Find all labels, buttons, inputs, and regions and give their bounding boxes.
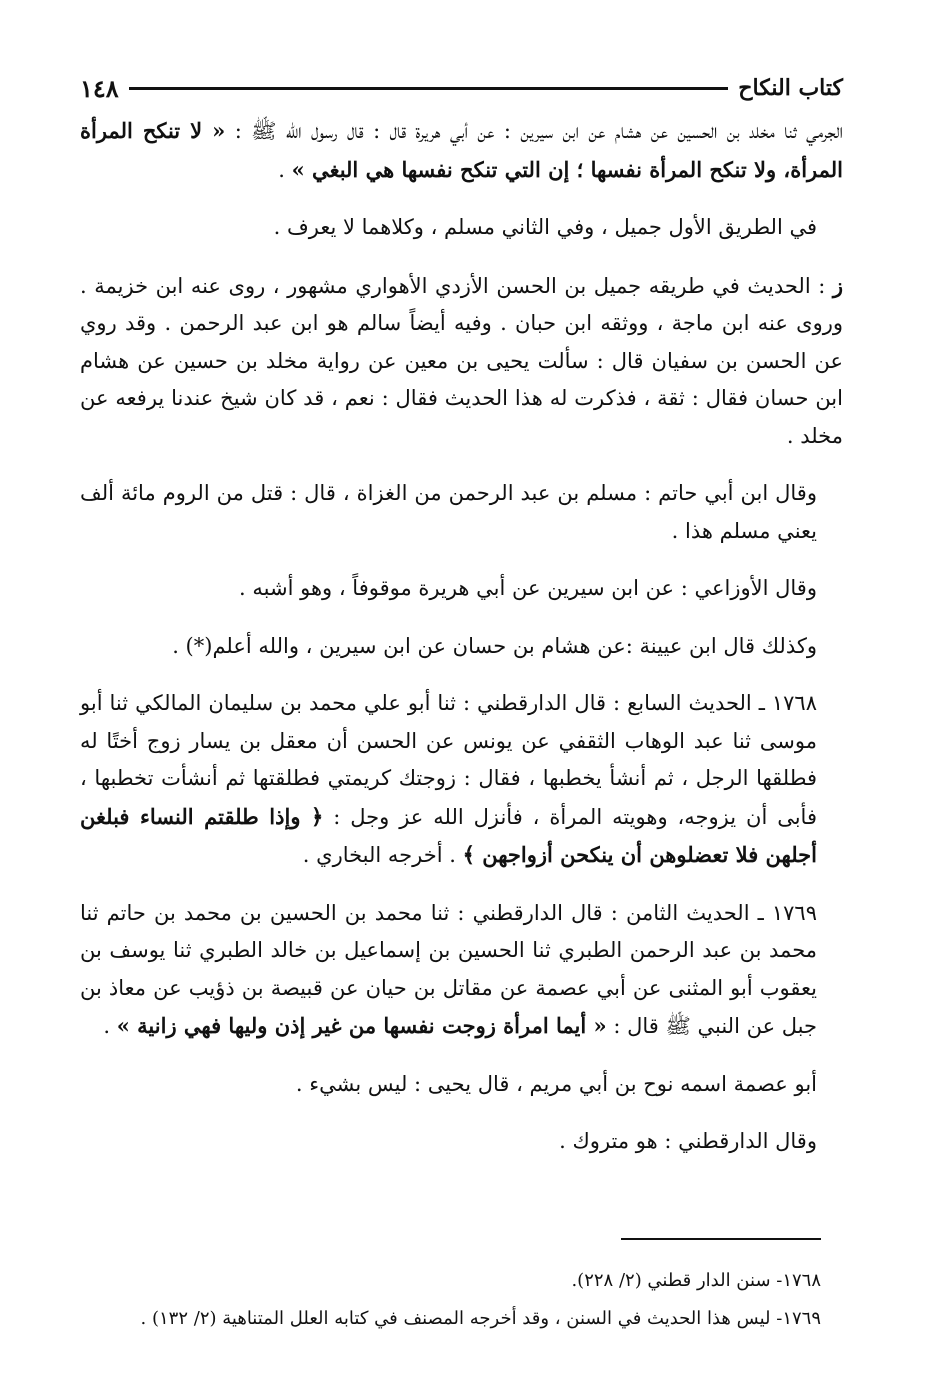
page-header [80,70,843,106]
quran-quote: ﴿ وإذا طلقتم النساء فبلغن أجلهن فلا تعضلوهن أن ينكحن أزواجهن ﴾ [80,803,817,867]
footnotes [80,1262,821,1338]
paragraph-1 [80,112,843,189]
paragraph-6: وكذلك قال ابن عيينة :عن هشام بن حسان عن ابن سيرين ، والله أعلم(*) . [172,633,817,658]
hadith-quote-1: « لا تنكح المرأة المرأة، ولا تنكح المرأة نفسها ؛ إن التي تنكح نفسها هي البغي » [80,118,843,182]
header-rule [129,87,729,90]
hadith-1768 [80,685,843,875]
paragraph-1-end: . [278,157,292,182]
paragraph-9: أبو عصمة اسمه نوح بن أبي مريم ، قال يحيى : ليس بشيء . [295,1071,817,1096]
paragraph-10: وقال الدارقطني : هو متروك . [559,1129,817,1153]
hadith-1768-end: . أخرجه البخاري . [302,843,463,867]
commentary-marker: ز [832,272,843,298]
page-number: ١٤٨ [80,73,119,103]
footnote-rule [621,1238,821,1240]
paragraph-3 [80,267,843,456]
book-title: كتاب النكاح [738,75,843,101]
paragraph-5: وقال الأوزاعي : عن ابن سيرين عن أبي هريرة موقوفاً ، وهو أشبه . [239,576,817,600]
hadith-1769-text: ١٧٦٩ ـ الحديث الثامن : قال الدارقطني : ثنا محمد بن الحسين بن محمد بن حاتم ثنا محمد بن عبد الرحمن الطبري ثنا الحسين بن إسماعيل بن خالد الطبري ثنا يوسف بن يعقوب أبو المثنى عن أبي عصمة عن مقاتل بن حيان عن قبيصة بن ذؤيب عن معاذ بن جبل عن النبي ﷺ قال : [80,900,817,1038]
paragraph-4: وقال ابن أبي حاتم : مسلم بن عبد الرحمن من الغزاة ، قال : قتل من الروم مائة ألف يعني مسلم هذا . [80,481,817,543]
hadith-1768-text: ١٧٦٨ ـ الحديث السابع : قال الدارقطني : ثنا أبو علي محمد بن سليمان المالكي ثنا أبو موسى ثنا عبد الوهاب الثقفي عن يونس عن الحسن أن معقل بن يسار زوج أختًا له فطلقها الرجل ، ثم أنشأ يخطبها ، فقال : زوجتك كريمتي فطلقتها ثم أنشأت تخطبها ، فأبى أن يزوجه، وهويته المرأة ، فأنزل الله عز وجل : [80,691,817,829]
hadith-quote-2: « أيما امرأة زوجت نفسها من غير إذن وليها فهي زانية » [116,1013,607,1038]
footnote-1769: ١٧٦٩- ليس هذا الحديث في السنن ، وقد أخرجه المصنف في كتابه العلل المتناهية (٢/ ١٣٢) . [140,1308,821,1329]
paragraph-2: في الطريق الأول جميل ، وفي الثاني مسلم ، وكلاهما لا يعرف . [273,215,817,239]
footnote-1768: ١٧٦٨- سنن الدار قطني (٢/ ٢٢٨). [571,1270,821,1291]
hadith-1769 [80,895,843,1046]
paragraph-1-text: الجرمي ثنا مخلد بن الحسين عن هشام عن ابن سيرين : عن أبي هريرة قال : قال رسول الله ﷺ : [234,119,843,143]
paragraph-3-text: : الحديث في طريقه جميل بن الحسن الأزدي الأهواري مشهور ، روى عنه ابن خزيمة . وروى عنه ابن ماجة ، ووثقه ابن حبان . وفيه أيضاً سالم هو ابن عبد الرحمن . وقد روي عن الحسن بن سفيان قال : سألت يحيى بن معين عن رواية مخلد بن حسين عن هشام ابن حسان فقال : ثقة ، فذكرت له هذا الحديث فقال : نعم ، قد كان شيخ عندنا يرفعه عن مخلد . [80,273,843,448]
hadith-1769-end: . [103,1014,117,1038]
